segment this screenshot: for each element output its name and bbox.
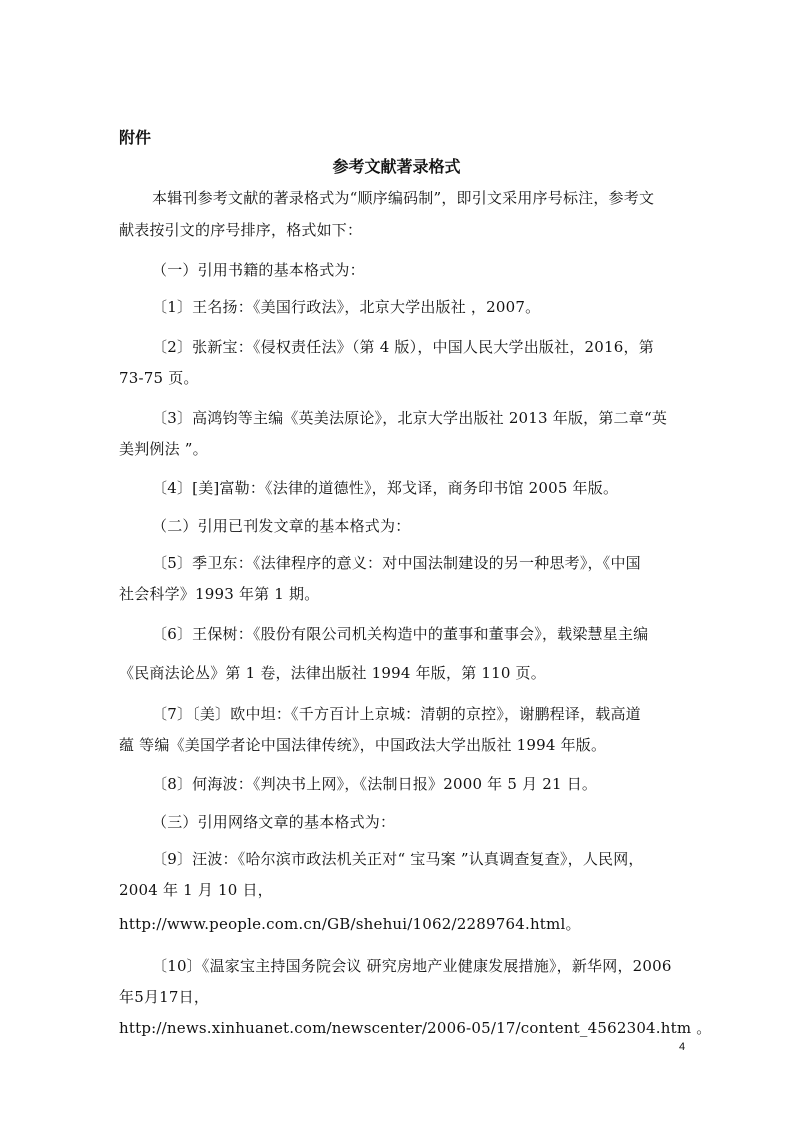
section-heading-articles: （二）引用已刊发文章的基本格式为： [152, 517, 411, 535]
section-heading-books: （一）引用书籍的基本格式为： [152, 261, 365, 279]
reference-entry-2: 〔2〕张新宝：《侵权责任法》（第 4 版），中国人民大学出版社，2016，第 [152, 338, 654, 356]
reference-entry-6-cont: 《民商法论丛》第 1 卷，法律出版社 1994 年版，第 110 页。 [119, 664, 546, 682]
reference-entry-5-cont: 社会科学》1993 年第 1 期。 [119, 585, 320, 603]
intro-line-1: 本辑刊参考文献的著录格式为“顺序编码制”，即引文采用序号标注，参考文 [152, 189, 655, 207]
reference-entry-10-date: 年5月17日， [119, 988, 210, 1006]
reference-entry-10-url: http://news.xinhuanet.com/newscenter/2006-05/17/content_4562304.htm 。 [119, 1019, 712, 1037]
reference-entry-9: 〔9〕汪波：《哈尔滨市政法机关正对“ 宝马案 ”认真调查复查》，人民网， [152, 850, 644, 868]
reference-entry-1: 〔1〕王名扬：《美国行政法》，北京大学出版社 ，2007。 [152, 298, 541, 316]
reference-entry-3-cont: 美判例法 ”。 [119, 440, 208, 458]
reference-entry-9-url: http://www.people.com.cn/GB/shehui/1062/2289764.html。 [119, 915, 581, 933]
page-number: 4 [679, 1041, 686, 1053]
intro-line-2: 献表按引文的序号排序，格式如下： [119, 221, 363, 239]
reference-entry-7: 〔7〕〔美〕欧中坦：《千方百计上京城：清朝的京控》，谢鹏程译，载高道 [152, 705, 641, 723]
annex-label: 附件 [119, 128, 152, 147]
reference-entry-6: 〔6〕王保树：《股份有限公司机关构造中的董事和董事会》，载梁慧星主编 [152, 625, 649, 643]
section-heading-web: （三）引用网络文章的基本格式为： [152, 813, 396, 831]
reference-entry-2-cont: 73-75 页。 [119, 369, 199, 387]
reference-entry-7-cont: 蕴 等编《美国学者论中国法律传统》，中国政法大学出版社 1994 年版。 [119, 736, 607, 754]
page-title: 参考文献著录格式 [332, 157, 461, 176]
reference-entry-4: 〔4〕[美]富勒：《法律的道德性》，郑戈译，商务印书馆 2005 年版。 [152, 479, 619, 497]
reference-entry-5: 〔5〕季卫东：《法律程序的意义：对中国法制建设的另一种思考》，《中国 [152, 554, 641, 572]
reference-entry-3: 〔3〕高鸿钧等主编《英美法原论》，北京大学出版社 2013 年版，第二章“英 [152, 409, 668, 427]
reference-entry-10: 〔10〕《温家宝主持国务院会议 研究房地产业健康发展措施》，新华网，2006 [152, 957, 672, 975]
reference-entry-9-date: 2004 年 1 月 10 日， [119, 881, 273, 899]
reference-entry-8: 〔8〕何海波：《判决书上网》，《法制日报》2000 年 5 月 21 日。 [152, 775, 598, 793]
